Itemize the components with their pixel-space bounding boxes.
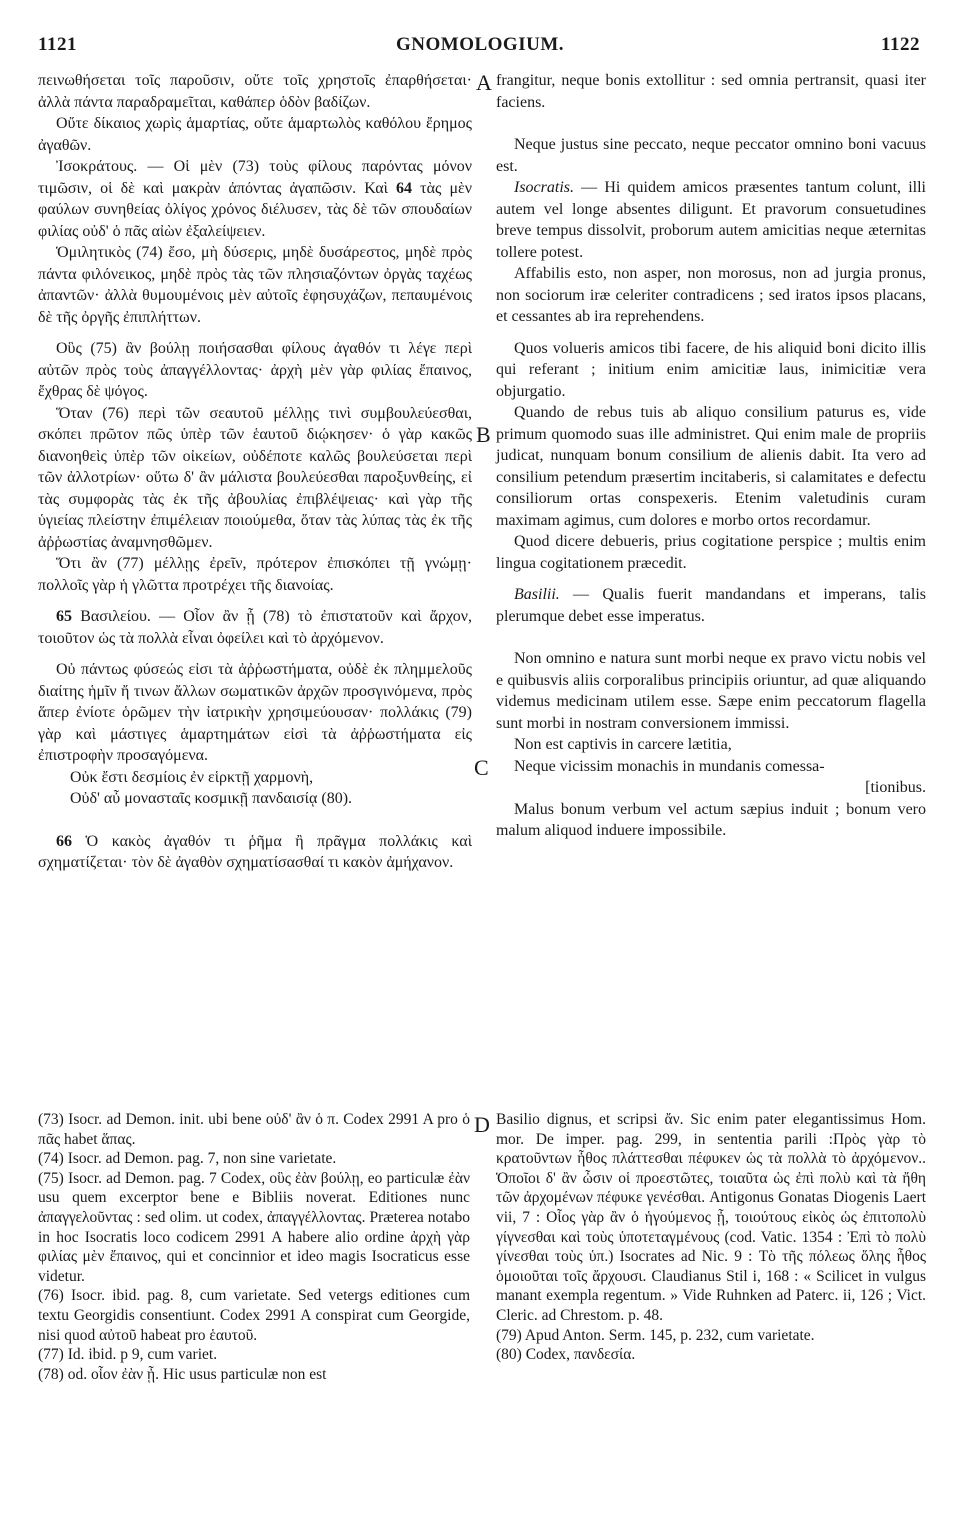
greek-paragraph: Οὐ πάντως φύσεώς εἰσι τὰ ἀῤῥωστήματα, οὐδὲ ἐκ πλημμελοῦς διαίτης ἡμῖν ἤ τινων ἄλλων σωματικῶν ἀρχῶν προσγινόμενα, πρὸς ἅπερ ἐνίοτε ὁρῶμεν τὴν ἰατρικὴν χρησιμεύουσαν· πολλάκις (79) γὰρ καὶ μάστιγες ἁμαρτημάτων εἰσὶ τὰ ἀῤῥωστήματα εἰς ἐπιστροφὴν προσαγόμενα.: [38, 661, 472, 764]
footnote: (79) Apud Anton. Serm. 145, p. 232, cum varietate.: [496, 1326, 815, 1344]
footnotes-right: [496, 1110, 926, 1365]
greek-text: Ἰσοκράτους. — Οἱ μὲν (73) τοὺς φίλους παρόντας μόνον τιμῶσιν, οἱ δὲ καὶ μακρὰν ἀπόντας ἀγαπῶσιν. Καὶ: [38, 158, 472, 197]
author-label: Isocratis.: [514, 179, 574, 196]
greek-paragraph: Οὔτε δίκαιος χωρὶς ἁμαρτίας, οὔτε ἁμαρτωλὸς καθόλου ἔρημος ἀγαθῶν.: [38, 115, 472, 154]
footnote: Basilio dignus, et scripsi ἄν. Sic enim pater elegantissimus Hom. mor. De imper. pag. 299, in sententia parili :Πρὸς γὰρ τὸ κρατοῦντων ἦθος πλάττεσθαι πέφυκεν ὡς τὰ πολλὰ τὸ ἀρχόμενον.. Ὁποῖοι δ' ἂν ὦσιν οἱ προεστῶτες, τοιαῦτα ὡς ἐπὶ πολὺ καὶ τὰ ἤθη τῶν ἀρχομένων πέφυκε γενέσθαι. Antigonus Gonatas Diogenis Laert vii, 7 : Οἷος γὰρ ἂν ὁ ἡγούμενος ᾖ, τοιούτους εἰκὸς ὡς ἐπιτοπολὺ γίγνεσθαι καὶ τοὺς ὑποτεταγμένους (cod. Vatic. 1354 : Ἐπὶ τὸ πολὺ γίνεσθαι τοὺς ὑπ.) Isocrates ad Nic. 9 : Τὸ τῆς πόλεως ὅλης ἦθος ὁμοιοῦται τοῖς ἄρχουσι. Claudianus Stil i, 168 : « Scilicet in vulgus manant exempla regentum. » Vide Ruhnken ad Paterc. ii, 126 ; Vict. Cleric. ad Chrestom. p. 48.: [496, 1111, 926, 1324]
latin-paragraph: [496, 177, 926, 263]
margin-letter-a: A: [476, 70, 492, 95]
greek-verse: Οὐδ' αὖ μονασταῖς κοσμικῇ πανδαισίᾳ (80).: [70, 790, 353, 807]
section-number: 65: [56, 608, 72, 625]
footnote: (78) od. οἷον ἐὰν ᾖ. Hic usus particulæ non est: [38, 1365, 327, 1383]
greek-paragraph: [38, 831, 472, 874]
latin-paragraph: [496, 584, 926, 627]
author-label: Basilii.: [514, 586, 560, 603]
latin-verse: [tionibus.: [865, 779, 926, 796]
latin-text: — Hi quidem amicos præsentes tantum colunt, illi autem vel longe absentes diligunt. Et pravorum consuetudines breve tempus dissolvit, proborum autem amicitias neque æternitas tollere potest.: [496, 179, 926, 261]
page-number-left: 1121: [38, 34, 77, 55]
latin-paragraph: Non omnino e natura sunt morbi neque ex pravo victu nobis vel e quibusvis aliis corporalibus principiis oriuntur, ad quæ aliquando videmus medicinam utilem esse. Sæpe enim peccatorum flagella sunt morbi in nostram conversionem immissi.: [496, 650, 926, 732]
greek-paragraph: πεινωθήσεται τοῖς παροῦσιν, οὔτε τοῖς χρηστοῖς ἐπαρθήσεται· ἀλλὰ πάντα παραδραμεῖται, καθάπερ ὁδὸν βαδίζων.: [38, 72, 472, 111]
greek-paragraph: [38, 156, 472, 242]
footnote: (80) Codex, πανδεσία.: [496, 1346, 636, 1364]
footnote: (76) Isocr. ibid. pag. 8, cum varietate. Sed vetergs editiones cum textu Georgidis consentiunt. Codex 2991 A conspirat cum Georgide, nisi quod αὐτοῦ habeat pro ἑαυτοῦ.: [38, 1287, 470, 1344]
margin-letter-b: B: [476, 422, 491, 447]
page-title: GNOMOLOGIUM.: [395, 34, 565, 55]
margin-letter-c: C: [474, 755, 489, 780]
greek-text: Ὁ κακὸς ἀγαθόν τι ῥῆμα ἢ πρᾶγμα πολλάκις καὶ σχηματίζεται· τὸν δὲ ἀγαθὸν σχηματίσασθαί τι κακὸν ἀμήχανον.: [38, 832, 472, 871]
section-number: 66: [56, 832, 72, 850]
latin-paragraph: Quos volueris amicos tibi facere, de his aliquid boni dicito illis qui referant ; initium enim amicitiæ laus, inimicitiæ vera objurgatio.: [496, 339, 926, 400]
latin-verse: Neque vicissim monachis in mundanis comessa-: [514, 757, 825, 775]
footnote: (74) Isocr. ad Demon. pag. 7, non sine varietate.: [38, 1150, 337, 1168]
greek-verse: Οὐκ ἔστι δεσμίοις ἐν εἱρκτῇ χαρμονὴ,: [70, 768, 314, 786]
greek-text: τὰς μὲν φαύλων συνηθείας ὀλίγος χρόνος διέλυσεν, τὰς δὲ τῶν σπουδαίων φιλίας οὐδ' ὁ πᾶς αἰὼν ἐξαλείψειεν.: [38, 179, 472, 240]
latin-paragraph: Neque justus sine peccato, neque peccator omnino boni vacuus est.: [496, 136, 926, 175]
footnote: (73) Isocr. ad Demon. init. ubi bene οὐδ' ἂν ὁ π. Codex 2991 A pro ὁ πᾶς habet ἅπας.: [38, 1111, 470, 1148]
latin-column: [496, 70, 926, 842]
margin-letter-d: D: [474, 1112, 490, 1137]
latin-paragraph: frangitur, neque bonis extollitur : sed omnia pertransit, quasi iter faciens.: [496, 72, 926, 111]
greek-paragraph: Ὅταν (76) περὶ τῶν σεαυτοῦ μέλλῃς τινὶ συμβουλεύεσθαι, σκόπει πρῶτον πῶς ὑπὲρ τῶν ἑαυτοῦ διῴκησεν· ὁ γὰρ κακῶς διανοηθεὶς ὑπὲρ τῶν οἰκείων, οὐδέποτε καλῶς βουλεύσεται περὶ τῶν ἀλλοτρίων· οὕτω δ' ἂν μάλιστα βουλεύεσθαι παροξυνθείης, εἰ τὰς συμφορὰς τὰς ἐκ τῆς ἀβουλίας ἐπιβλέψειας· καὶ γὰρ τῆς ὑγιείας πλείστην ἐπιμέλειαν ποιούμεθα, ὅταν τὰς λύπας τὰς ἐκ τῆς ἀῤῥωστίας ἀναμνησθῶμεν.: [38, 404, 472, 551]
latin-verse: Non est captivis in carcere lætitia,: [514, 736, 732, 753]
greek-paragraph: Οὓς (75) ἂν βούλῃ ποιήσασθαι φίλους ἀγαθόν τι λέγε περὶ αὐτῶν πρὸς τοὺς ἀπαγγέλλοντας· ἀρχὴ μὲν γὰρ φιλίας ἔπαινος, ἔχθρας δὲ ψόγος.: [38, 340, 472, 400]
greek-paragraph: [38, 606, 472, 649]
latin-text: — Qualis fuerit mandandans et imperans, talis plerumque debet esse imperatus.: [496, 586, 926, 625]
footnotes-left: [38, 1110, 470, 1384]
latin-paragraph: Quod dicere debueris, prius cogitatione perspice ; multis enim lingua cogitationem præcedit.: [496, 533, 926, 572]
footnote: (77) Id. ibid. p 9, cum variet.: [38, 1346, 218, 1364]
greek-column: [38, 70, 472, 874]
latin-paragraph: Affabilis esto, non asper, non morosus, non ad jurgia pronus, non sociorum iræ celeriter contradicens ; sed iratos ipsos placans, et cessantes ab ira reprehendens.: [496, 265, 926, 325]
latin-paragraph: Malus bonum verbum vel actum sæpius induit ; bonum vero malum aliquod induere impossibile.: [496, 800, 926, 839]
greek-paragraph: Ὁμιλητικὸς (74) ἔσο, μὴ δύσερις, μηδὲ δυσάρεστος, μηδὲ πρὸς πάντα φιλόνεικος, μηδὲ πρὸς τὰς τῶν πλησιαζόντων ὀργὰς ταχέως ἀπαντῶν· ἀλλὰ θυμουμένοις μὲν αὐτοῖς ἐφησυχάζων, πεπαυμένοις δὲ τῆς ὀργῆς ἐπιπλήττων.: [38, 244, 472, 326]
greek-paragraph: Ὅτι ἂν (77) μέλλῃς ἐρεῖν, πρότερον ἐπισκόπει τῇ γνώμῃ· πολλοῖς γὰρ ἡ γλῶττα προτρέχει τῆς διανοίας.: [38, 555, 472, 594]
footnote: (75) Isocr. ad Demon. pag. 7 Codex, οὓς ἐὰν βούλῃ, eo particulæ ἐὰν usu quem excerptor bene e Bibliis noverat. Editiones nunc ἀπαγγελοῦντας : sed olim. ut codex, ἀπαγγέλλοντας. Præterea notabo in hoc Isocratis loco codicem 2991 A habere alio ordine ἀρχὴ γὰρ φιλίας μὲν ἔπαινος, qui et concinnior et ideo magis Isocraticus esse videtur.: [38, 1169, 470, 1285]
latin-paragraph: Quando de rebus tuis ab aliquo consilium paturus es, vide primum quomodo suas ille administret. Qui enim male de propriis judicat, nunquam bonum consilium de alienis dabit. Ita vero ad consilium petendum præsertim incitaberis, si calamitates e defectu consiliorum ortas conspexeris. Etenim valetudinis curam maximam agimus, cum dolores e morbo ortos recordamur.: [496, 404, 926, 529]
section-number: 64: [396, 179, 413, 197]
page-number-right: 1122: [881, 34, 920, 55]
greek-text: Βασιλείου. — Οἷον ἂν ᾖ (78) τὸ ἐπιστατοῦν καὶ ἄρχον, τοιοῦτον ὡς τὰ πολλὰ εἶναι ὀφείλει καὶ τὸ ἀρχόμενον.: [38, 608, 472, 647]
